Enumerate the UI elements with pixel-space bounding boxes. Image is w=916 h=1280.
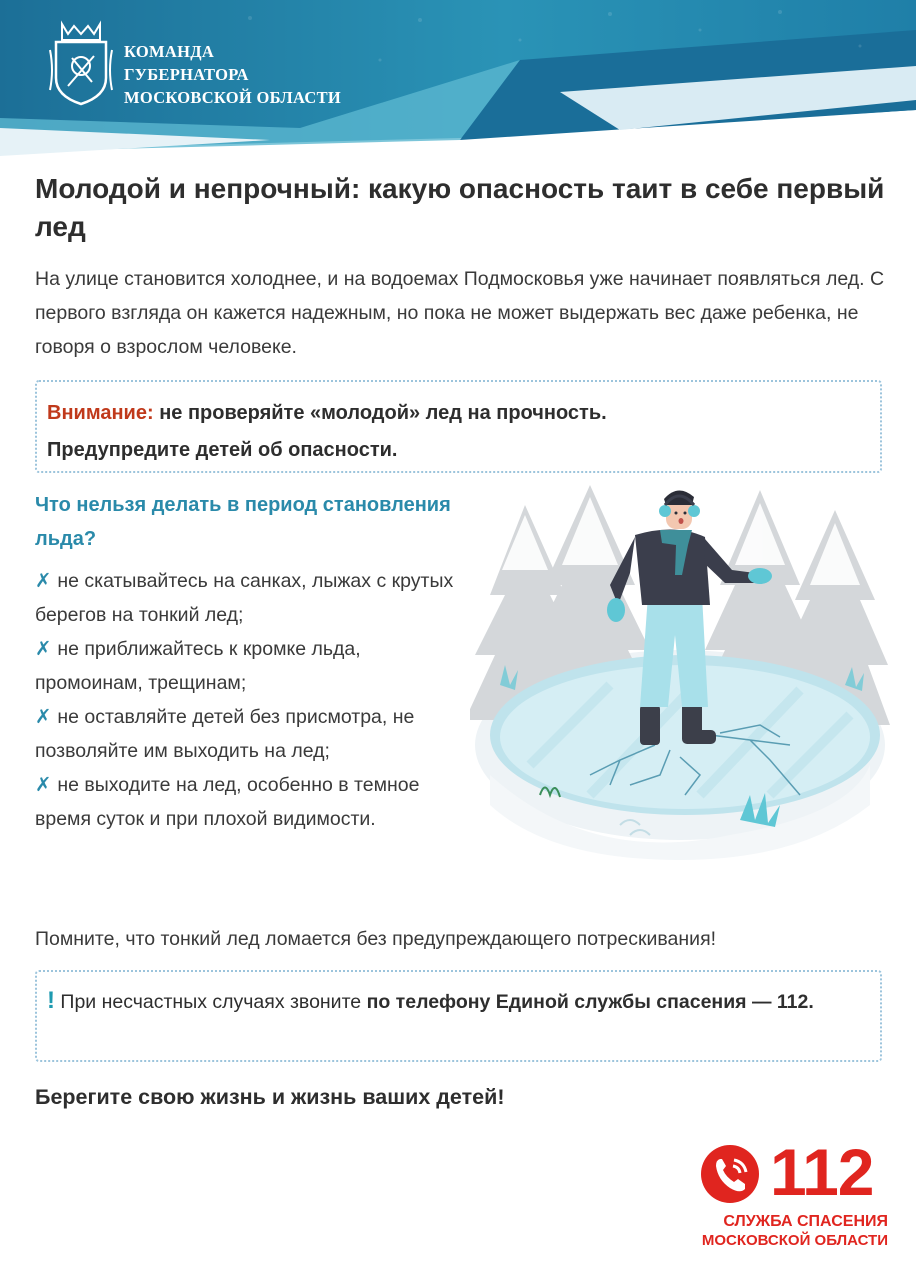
dont-list	[35, 564, 455, 836]
cross-mark-icon: ✗	[35, 638, 52, 660]
list-item-text: не приближайтесь к кромке льда, промоинам, трещинам;	[35, 638, 361, 694]
list-item-text: не скатывайтесь на санках, лыжах с крутых берегов на тонкий лед;	[35, 570, 454, 626]
list-item	[35, 564, 455, 632]
emergency-text: При несчастных случаях звоните	[60, 991, 362, 1013]
brand-line-1: КОМАНДА	[124, 42, 215, 61]
list-item	[35, 632, 455, 700]
list-item-text: не оставляйте детей без присмотра, не позволяйте им выходить на лед;	[35, 706, 415, 762]
intro-paragraph: На улице становится холоднее, и на водоемах Подмосковья уже начинает появляться лед. С первого взгляда он кажется надежным, но пока не может выдержать вес даже ребенка, не говоря о взрослом человеке.	[35, 268, 885, 358]
closing-text: Берегите свою жизнь и жизнь ваших детей!	[35, 1085, 505, 1109]
cross-mark-icon: ✗	[35, 706, 52, 728]
moscow-oblast-coat-of-arms-icon	[48, 20, 114, 106]
person-on-cracking-ice-illustration	[470, 475, 890, 865]
attention-label: Внимание:	[47, 402, 154, 424]
cross-mark-icon: ✗	[35, 570, 52, 592]
logo-line-2: МОСКОВСКОЙ ОБЛАСТИ	[701, 1232, 888, 1249]
service-112-logo	[700, 1135, 890, 1255]
header-banner	[0, 0, 916, 160]
exclamation-icon: !	[47, 987, 55, 1014]
logo-number: 112	[770, 1135, 874, 1209]
brand-line-3: МОСКОВСКОЙ ОБЛАСТИ	[124, 88, 342, 107]
list-item	[35, 768, 455, 836]
remember-text: Помните, что тонкий лед ломается без предупреждающего потрескивания!	[35, 928, 717, 950]
attention-text-2: Предупредите детей об опасности.	[47, 439, 398, 461]
page-title: Молодой и непрочный: какую опасность таит в себе первый лед	[35, 173, 885, 242]
attention-text-1: не проверяйте «молодой» лед на прочность.	[159, 402, 607, 424]
phone-icon	[700, 1144, 760, 1204]
brand-line-2: ГУБЕРНАТОРА	[124, 65, 249, 84]
dont-list-heading: Что нельзя делать в период становления льда?	[35, 494, 451, 550]
emergency-phone-text: по телефону Единой службы спасения — 112.	[366, 991, 814, 1013]
attention-box	[35, 380, 882, 473]
list-item	[35, 700, 455, 768]
emergency-box	[35, 970, 882, 1062]
logo-line-1: СЛУЖБА СПАСЕНИЯ	[723, 1213, 888, 1230]
attention-line-1	[47, 395, 880, 432]
list-item-text: не выходите на лед, особенно в темное время суток и при плохой видимости.	[35, 774, 420, 830]
brand-name	[124, 40, 341, 109]
cross-mark-icon: ✗	[35, 774, 52, 796]
